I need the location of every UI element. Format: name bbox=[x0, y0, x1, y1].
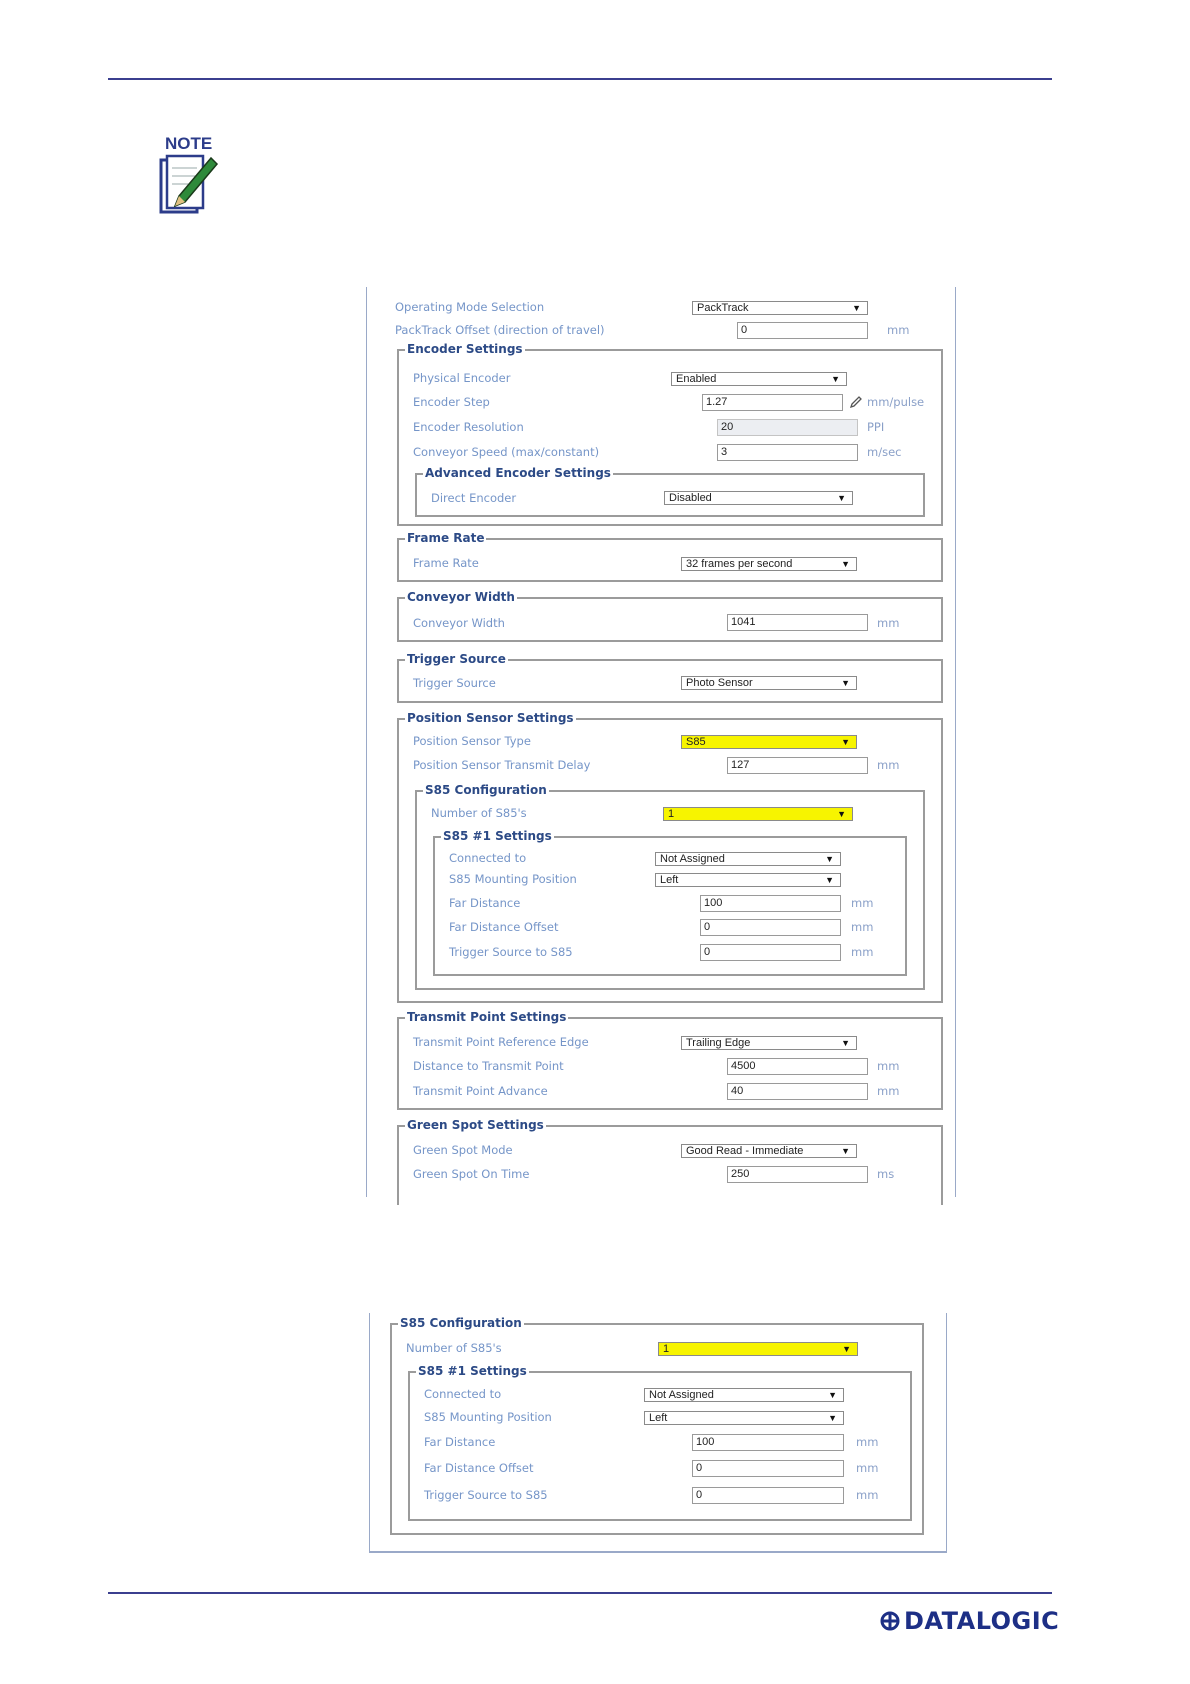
conveyor-speed-unit: m/sec bbox=[867, 445, 902, 459]
s85-configuration-legend-2: S85 Configuration bbox=[400, 1316, 522, 1330]
footer-rule bbox=[108, 1592, 1052, 1594]
mounting-position-label: S85 Mounting Position bbox=[449, 872, 577, 886]
far-distance-label-2: Far Distance bbox=[424, 1435, 496, 1449]
chevron-down-icon: ▼ bbox=[841, 559, 850, 569]
frame-rate-legend: Frame Rate bbox=[407, 531, 485, 545]
trigger-source-group bbox=[397, 652, 943, 703]
pencil-edit-icon[interactable] bbox=[849, 395, 863, 409]
packtrack-offset-label: PackTrack Offset (direction of travel) bbox=[395, 323, 605, 337]
distance-transmit-input[interactable]: 4500 bbox=[727, 1058, 868, 1075]
far-distance-label: Far Distance bbox=[449, 896, 521, 910]
datalogic-wordmark: DATALOGIC bbox=[904, 1607, 1060, 1635]
far-distance-unit-2: mm bbox=[856, 1435, 879, 1449]
mounting-position-select-2[interactable]: Left ▼ bbox=[644, 1411, 844, 1425]
mounting-position-label-2: S85 Mounting Position bbox=[424, 1410, 552, 1424]
trigger-source-s85-input-2[interactable]: 0 bbox=[692, 1487, 844, 1504]
far-distance-offset-unit-2: mm bbox=[856, 1461, 879, 1475]
connected-to-label: Connected to bbox=[449, 851, 527, 865]
conveyor-width-unit: mm bbox=[877, 616, 900, 630]
number-of-s85-label-2: Number of S85's bbox=[406, 1341, 502, 1355]
transmit-delay-unit: mm bbox=[877, 758, 900, 772]
advanced-encoder-group bbox=[415, 466, 925, 517]
chevron-down-icon: ▼ bbox=[828, 1413, 837, 1423]
frame-rate-label: Frame Rate bbox=[413, 556, 479, 570]
trigger-source-select[interactable]: Photo Sensor ▼ bbox=[681, 676, 857, 690]
position-sensor-group bbox=[397, 711, 943, 1003]
conveyor-width-input[interactable]: 1041 bbox=[727, 614, 868, 631]
transmit-point-group bbox=[397, 1010, 943, 1110]
trigger-source-label: Trigger Source bbox=[413, 676, 496, 690]
chevron-down-icon: ▼ bbox=[837, 809, 846, 819]
far-distance-offset-unit: mm bbox=[851, 920, 874, 934]
connected-to-select[interactable]: Not Assigned ▼ bbox=[655, 852, 841, 866]
distance-transmit-label: Distance to Transmit Point bbox=[413, 1059, 564, 1073]
encoder-settings-legend: Encoder Settings bbox=[407, 342, 523, 356]
s85-configuration-group bbox=[415, 783, 925, 990]
s85-configuration-group-2 bbox=[390, 1316, 924, 1535]
position-sensor-legend: Position Sensor Settings bbox=[407, 711, 574, 725]
green-spot-mode-select[interactable]: Good Read - Immediate ▼ bbox=[681, 1144, 857, 1158]
green-spot-time-unit: ms bbox=[877, 1167, 895, 1181]
frame-rate-group bbox=[397, 531, 943, 582]
frame-rate-select[interactable]: 32 frames per second ▼ bbox=[681, 557, 857, 571]
encoder-resolution-unit: PPI bbox=[867, 420, 885, 434]
chevron-down-icon: ▼ bbox=[841, 678, 850, 688]
physical-encoder-label: Physical Encoder bbox=[413, 371, 511, 385]
direct-encoder-label: Direct Encoder bbox=[431, 491, 517, 505]
transmit-point-legend: Transmit Point Settings bbox=[407, 1010, 567, 1024]
green-spot-time-label: Green Spot On Time bbox=[413, 1167, 530, 1181]
distance-transmit-unit: mm bbox=[877, 1059, 900, 1073]
green-spot-mode-label: Green Spot Mode bbox=[413, 1143, 513, 1157]
header-rule bbox=[108, 78, 1052, 80]
far-distance-offset-input[interactable]: 0 bbox=[700, 919, 841, 936]
s85-config-panel bbox=[369, 1313, 947, 1553]
trigger-source-s85-label-2: Trigger Source to S85 bbox=[424, 1488, 548, 1502]
trigger-source-s85-input[interactable]: 0 bbox=[700, 944, 841, 961]
far-distance-offset-label: Far Distance Offset bbox=[449, 920, 559, 934]
advanced-encoder-legend: Advanced Encoder Settings bbox=[425, 466, 611, 480]
far-distance-offset-label-2: Far Distance Offset bbox=[424, 1461, 534, 1475]
encoder-settings-group bbox=[397, 342, 943, 526]
s85-1-settings-group-2 bbox=[408, 1364, 912, 1521]
connected-to-label-2: Connected to bbox=[424, 1387, 502, 1401]
far-distance-unit: mm bbox=[851, 896, 874, 910]
settings-panel bbox=[366, 287, 956, 1197]
operating-mode-select[interactable]: PackTrack ▼ bbox=[692, 301, 868, 315]
chevron-down-icon: ▼ bbox=[852, 303, 861, 313]
trigger-source-s85-unit: mm bbox=[851, 945, 874, 959]
chevron-down-icon: ▼ bbox=[831, 374, 840, 384]
operating-mode-label: Operating Mode Selection bbox=[395, 300, 545, 314]
chevron-down-icon: ▼ bbox=[837, 493, 846, 503]
reference-edge-select[interactable]: Trailing Edge ▼ bbox=[681, 1036, 857, 1050]
physical-encoder-select[interactable]: Enabled ▼ bbox=[671, 372, 847, 386]
green-spot-legend: Green Spot Settings bbox=[407, 1118, 544, 1132]
datalogic-mark-icon bbox=[880, 1611, 900, 1631]
chevron-down-icon: ▼ bbox=[841, 737, 850, 747]
note-label: NOTE bbox=[165, 134, 213, 153]
mounting-position-select[interactable]: Left ▼ bbox=[655, 873, 841, 887]
number-of-s85-label: Number of S85's bbox=[431, 806, 527, 820]
encoder-resolution-label: Encoder Resolution bbox=[413, 420, 524, 434]
position-sensor-type-label: Position Sensor Type bbox=[413, 734, 531, 748]
chevron-down-icon: ▼ bbox=[842, 1344, 851, 1354]
encoder-step-input[interactable]: 1.27 bbox=[702, 394, 843, 411]
encoder-resolution-input: 20 bbox=[717, 419, 858, 436]
datalogic-logo bbox=[880, 1606, 1059, 1636]
conveyor-speed-input[interactable]: 3 bbox=[717, 444, 858, 461]
s85-1-settings-group bbox=[433, 829, 907, 976]
s85-1-settings-legend-2: S85 #1 Settings bbox=[418, 1364, 527, 1378]
transmit-advance-label: Transmit Point Advance bbox=[413, 1084, 548, 1098]
position-sensor-type-select[interactable]: S85 ▼ bbox=[681, 735, 857, 749]
chevron-down-icon: ▼ bbox=[828, 1390, 837, 1400]
encoder-step-unit: mm/pulse bbox=[867, 395, 925, 409]
trigger-source-legend: Trigger Source bbox=[407, 652, 506, 666]
chevron-down-icon: ▼ bbox=[825, 854, 834, 864]
s85-configuration-legend: S85 Configuration bbox=[425, 783, 547, 797]
note-pencil-icon bbox=[155, 136, 235, 226]
transmit-advance-unit: mm bbox=[877, 1084, 900, 1098]
transmit-advance-input[interactable]: 40 bbox=[727, 1083, 868, 1100]
far-distance-input-2[interactable]: 100 bbox=[692, 1434, 844, 1451]
direct-encoder-select[interactable]: Disabled ▼ bbox=[664, 491, 853, 505]
trigger-source-s85-unit-2: mm bbox=[856, 1488, 879, 1502]
green-spot-time-input[interactable]: 250 bbox=[727, 1166, 868, 1183]
chevron-down-icon: ▼ bbox=[841, 1146, 850, 1156]
transmit-delay-input[interactable]: 127 bbox=[727, 757, 868, 774]
conveyor-width-group bbox=[397, 590, 943, 642]
chevron-down-icon: ▼ bbox=[841, 1038, 850, 1048]
number-of-s85-select-2[interactable]: 1 ▼ bbox=[658, 1342, 858, 1356]
trigger-source-s85-label: Trigger Source to S85 bbox=[449, 945, 573, 959]
chevron-down-icon: ▼ bbox=[825, 875, 834, 885]
conveyor-width-label: Conveyor Width bbox=[413, 616, 505, 630]
encoder-step-label: Encoder Step bbox=[413, 395, 490, 409]
green-spot-group bbox=[397, 1118, 943, 1205]
reference-edge-label: Transmit Point Reference Edge bbox=[413, 1035, 589, 1049]
number-of-s85-select[interactable]: 1 ▼ bbox=[663, 807, 853, 821]
packtrack-offset-input[interactable]: 0 bbox=[737, 322, 868, 339]
far-distance-input[interactable]: 100 bbox=[700, 895, 841, 912]
packtrack-offset-unit: mm bbox=[887, 323, 910, 337]
s85-1-settings-legend: S85 #1 Settings bbox=[443, 829, 552, 843]
conveyor-speed-label: Conveyor Speed (max/constant) bbox=[413, 445, 600, 459]
connected-to-select-2[interactable]: Not Assigned ▼ bbox=[644, 1388, 844, 1402]
transmit-delay-label: Position Sensor Transmit Delay bbox=[413, 758, 591, 772]
far-distance-offset-input-2[interactable]: 0 bbox=[692, 1460, 844, 1477]
conveyor-width-legend: Conveyor Width bbox=[407, 590, 515, 604]
